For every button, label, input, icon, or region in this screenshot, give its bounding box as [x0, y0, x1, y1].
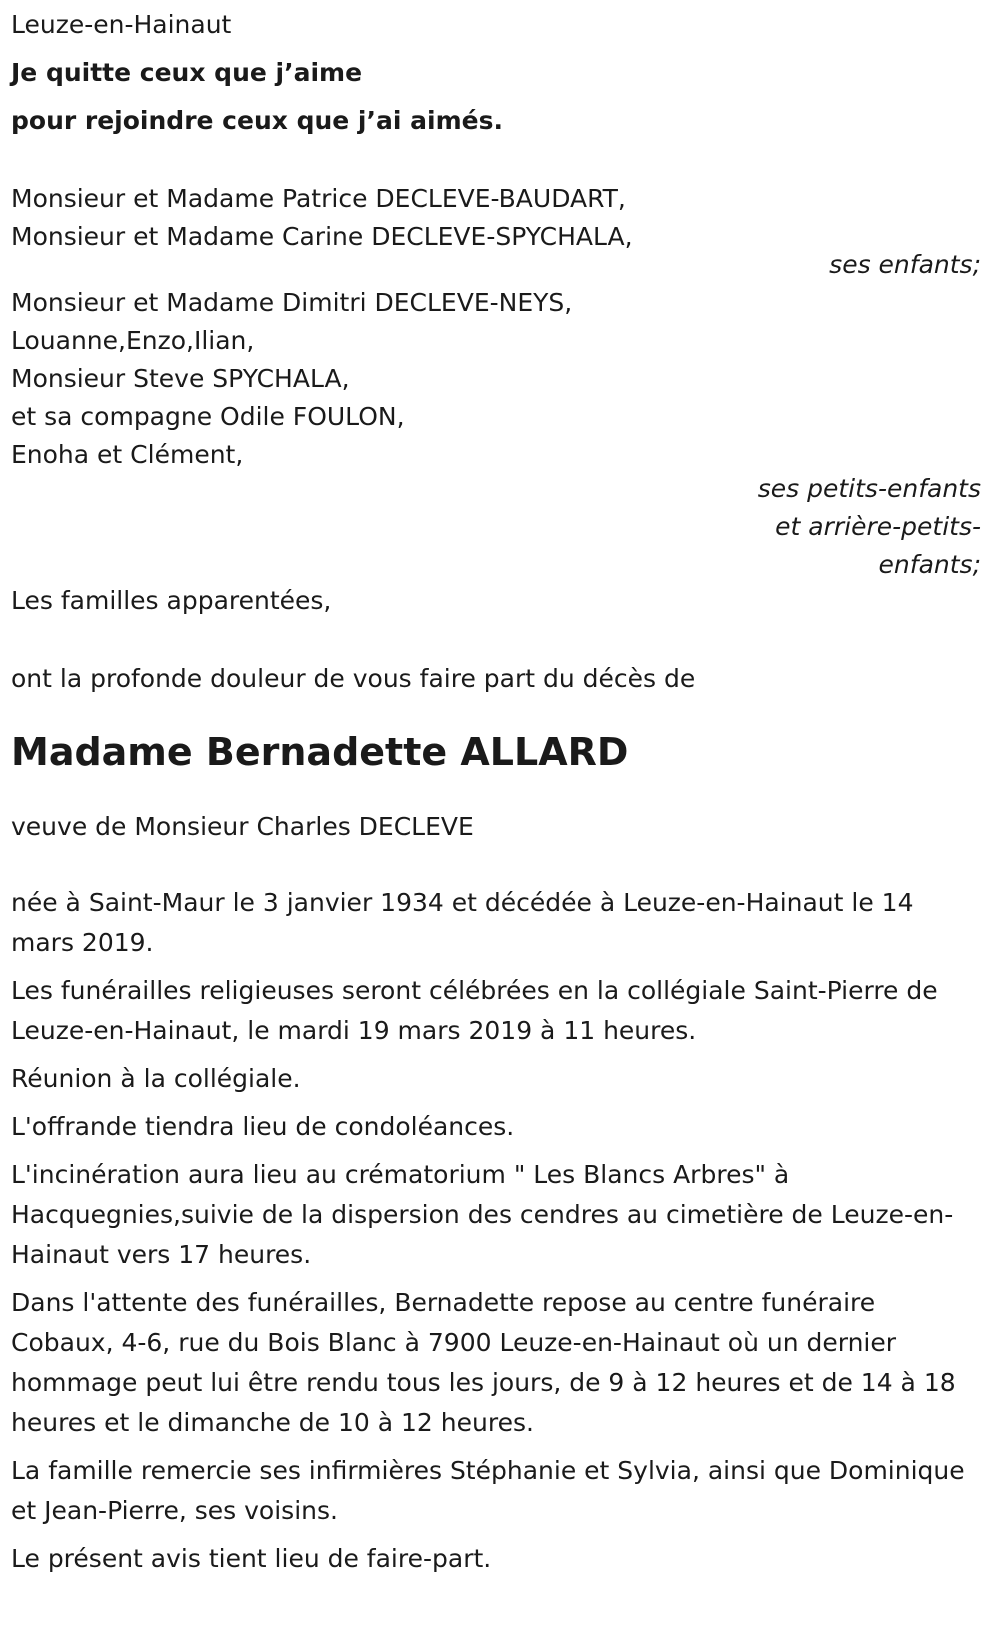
- family-member: Monsieur Steve SPYCHALA,: [11, 364, 350, 393]
- birth-death-paragraph: née à Saint-Maur le 3 janvier 1934 et décédée à Leuze-en-Hainaut le 14 mars 2019.: [11, 888, 914, 957]
- verse-line-2: pour rejoindre ceux que j’ai aimés.: [11, 106, 503, 135]
- announcement-intro: ont la profonde douleur de vous faire part du décès de: [11, 664, 696, 693]
- relatives: Les familles apparentées,: [11, 586, 332, 615]
- family-member: Monsieur et Madame Carine DECLEVE-SPYCHALA,: [11, 222, 633, 251]
- verse-line-1: Je quitte ceux que j’aime: [11, 58, 363, 87]
- deceased-name: Madame Bernadette ALLARD: [11, 730, 629, 774]
- offering-paragraph: L'offrande tiendra lieu de condoléances.: [11, 1112, 515, 1141]
- children-role: ses enfants;: [829, 250, 981, 279]
- grandchildren-role: ses petits-enfants: [757, 474, 981, 503]
- family-member: Louanne,Enzo,Ilian,: [11, 326, 255, 355]
- location: Leuze-en-Hainaut: [11, 10, 232, 39]
- cremation-paragraph: L'incinération aura lieu au crématorium " Les Blancs Arbres" à Hacquegnies,suivie de la dispersion des cendres au cimetière de Leuze-en-Hainaut vers 17 heures.: [11, 1160, 954, 1269]
- announcement-body: [11, 883, 991, 1579]
- funeral-paragraph: Les funérailles religieuses seront célébrées en la collégiale Saint-Pierre de Leuze-en-Hainaut, le mardi 19 mars 2019 à 11 heures.: [11, 976, 938, 1045]
- family-member: Enoha et Clément,: [11, 440, 244, 469]
- grandchildren-role: enfants;: [878, 550, 981, 579]
- family-member: Monsieur et Madame Patrice DECLEVE-BAUDART,: [11, 184, 626, 213]
- notice-paragraph: Le présent avis tient lieu de faire-part.: [11, 1544, 492, 1573]
- grandchildren-role: et arrière-petits-: [775, 512, 981, 541]
- visitation-paragraph: Dans l'attente des funérailles, Bernadette repose au centre funéraire Cobaux, 4-6, rue du Bois Blanc à 7900 Leuze-en-Hainaut où un dernier hommage peut lui être rendu tous les jours, de 9 à 12 heures et de 14 à 18 heures et le dimanche de 10 à 12 heures.: [11, 1288, 956, 1437]
- widow-of: veuve de Monsieur Charles DECLEVE: [11, 812, 474, 841]
- children-section: [11, 179, 991, 285]
- obituary-notice: [11, 5, 991, 1587]
- thanks-paragraph: La famille remercie ses infirmières Stéphanie et Sylvia, ainsi que Dominique et Jean-Pierre, ses voisins.: [11, 1456, 965, 1525]
- meeting-paragraph: Réunion à la collégiale.: [11, 1064, 301, 1093]
- grandchildren-section: [11, 283, 991, 585]
- family-member: Monsieur et Madame Dimitri DECLEVE-NEYS,: [11, 288, 573, 317]
- family-member: et sa compagne Odile FOULON,: [11, 402, 405, 431]
